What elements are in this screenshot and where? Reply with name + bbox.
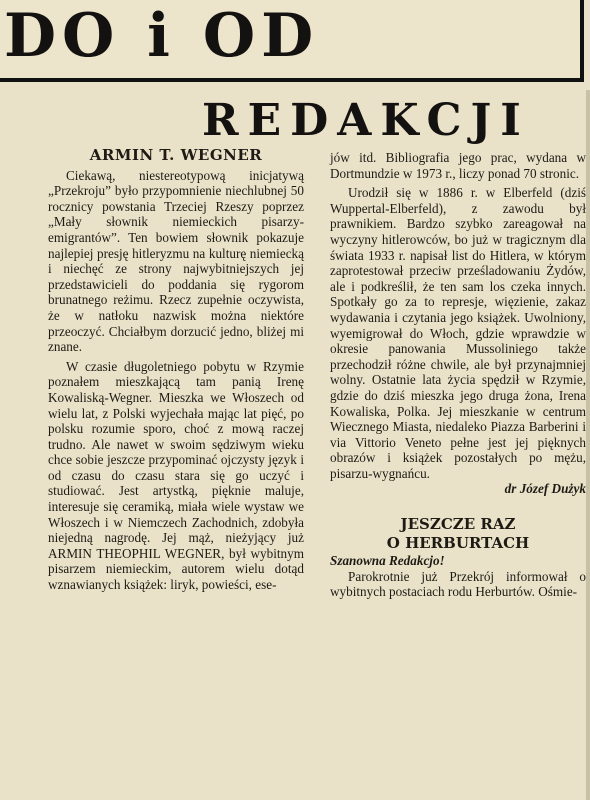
- letter-greeting: Szanowna Redakcjo!: [330, 553, 445, 569]
- section-title-line2: REDAKCJI: [202, 95, 530, 146]
- article-title-wegner: ARMIN T. WEGNER: [89, 146, 263, 164]
- right-column: [330, 150, 586, 600]
- page-edge: [586, 90, 590, 800]
- paragraph-3: jów itd. Bibliografia jego prac, wydana w Dortmundzie w 1973 r., liczy ponad 70 stronic.: [330, 150, 586, 181]
- article-signature: dr Józef Dużyk: [504, 481, 586, 497]
- masthead-box: [0, 0, 584, 82]
- paragraph-4: Urodził się w 1886 r. w Elberfeld (dziś Wuppertal-Elberfeld), z zawodu był prawnikiem. Bardzo szybko zareagował na wyczyny hitlerowców, bo już w tragicznym dla świata 1933 r. napisał list do Hitlera, w którym zaprotestował przeciw prześladowaniu Żydów, ale i podkreślił, że ten sam los czeka innych. Spotkały go za to represje, więzienie, zakaz wydawania i czytania jego książek. Uwolniony, wyemigrował do Włoch, gdzie wprawdzie w okresie panowania Mussoliniego także przechodził różne chwile, ale był przynajmniej wolny. Ostatnie lata życia spędził w Rzymie, gdzie do dziś mieszka jego druga żona, Irena Kowaliska, Polka. Jej mieszkanie w centrum Wiecznego Miasta, niedaleko Piazza Barberini i via Vittorio Veneto pełne jest jej pięknych obrazów i książek pozostałych po mężu, pisarzu-wygnańcu.: [330, 185, 586, 481]
- paragraph-2: W czasie długoletniego pobytu w Rzymie poznałem mieszkającą tam panią Irenę Kowaliską-Wegner. Mieszka we Włoszech od wielu lat, z Polski wyjechała mając lat pięć, po polsku rozumie sporo, choć z mową raczej trudno. Ale nawet w swoim sędziwym wieku chce sobie jeszcze przypominać ojczysty język i od czasu do czasu stara się go uczyć i studiować. Jest artystką, pięknie maluje, interesuje się ceramiką, miała wiele wystaw we Włoszech i w Niemczech Zachodnich, zdobyła niejedną nagrodę. Jej mąż, nieżyjący już ARMIN THEOPHIL WEGNER, był wybitnym pisarzem niemieckim, autorem wielu dotąd wznawianych książek: liryk, powieści, ese-: [48, 358, 304, 593]
- paragraph-1: Ciekawą, niestereotypową inicjatywą „Przekroju” było przypomnienie niechlubnej 50 rocznicy powstania Trzeciej Rzeszy poprzez „Mały słownik niemieckich pisarzy-emigrantów”. Ten bowiem słownik pokazuje najlepiej presję hitleryzmu na kulturę niemiecką i niechęć ze strony najwybitniejszych jej przedstawicieli do poddania się rygorom brunatnego reżimu. Rzecz zupełnie oczywista, że w natłoku nazwisk można niektóre przeoczyć. Chciałbym dorzucić jedno, bliżej mi znane.: [48, 167, 304, 355]
- section-title-line1: DO i OD: [4, 1, 320, 71]
- article-title-herburtach: [330, 515, 586, 553]
- article2-title-line2: O HERBURTACH: [386, 534, 530, 553]
- paragraph-5: Parokrotnie już Przekrój informował o wybitnych postaciach rodu Herburtów. Ośmie-: [330, 568, 586, 600]
- article2-title-line1: JESZCZE RAZ: [400, 515, 516, 534]
- left-column: [48, 148, 304, 593]
